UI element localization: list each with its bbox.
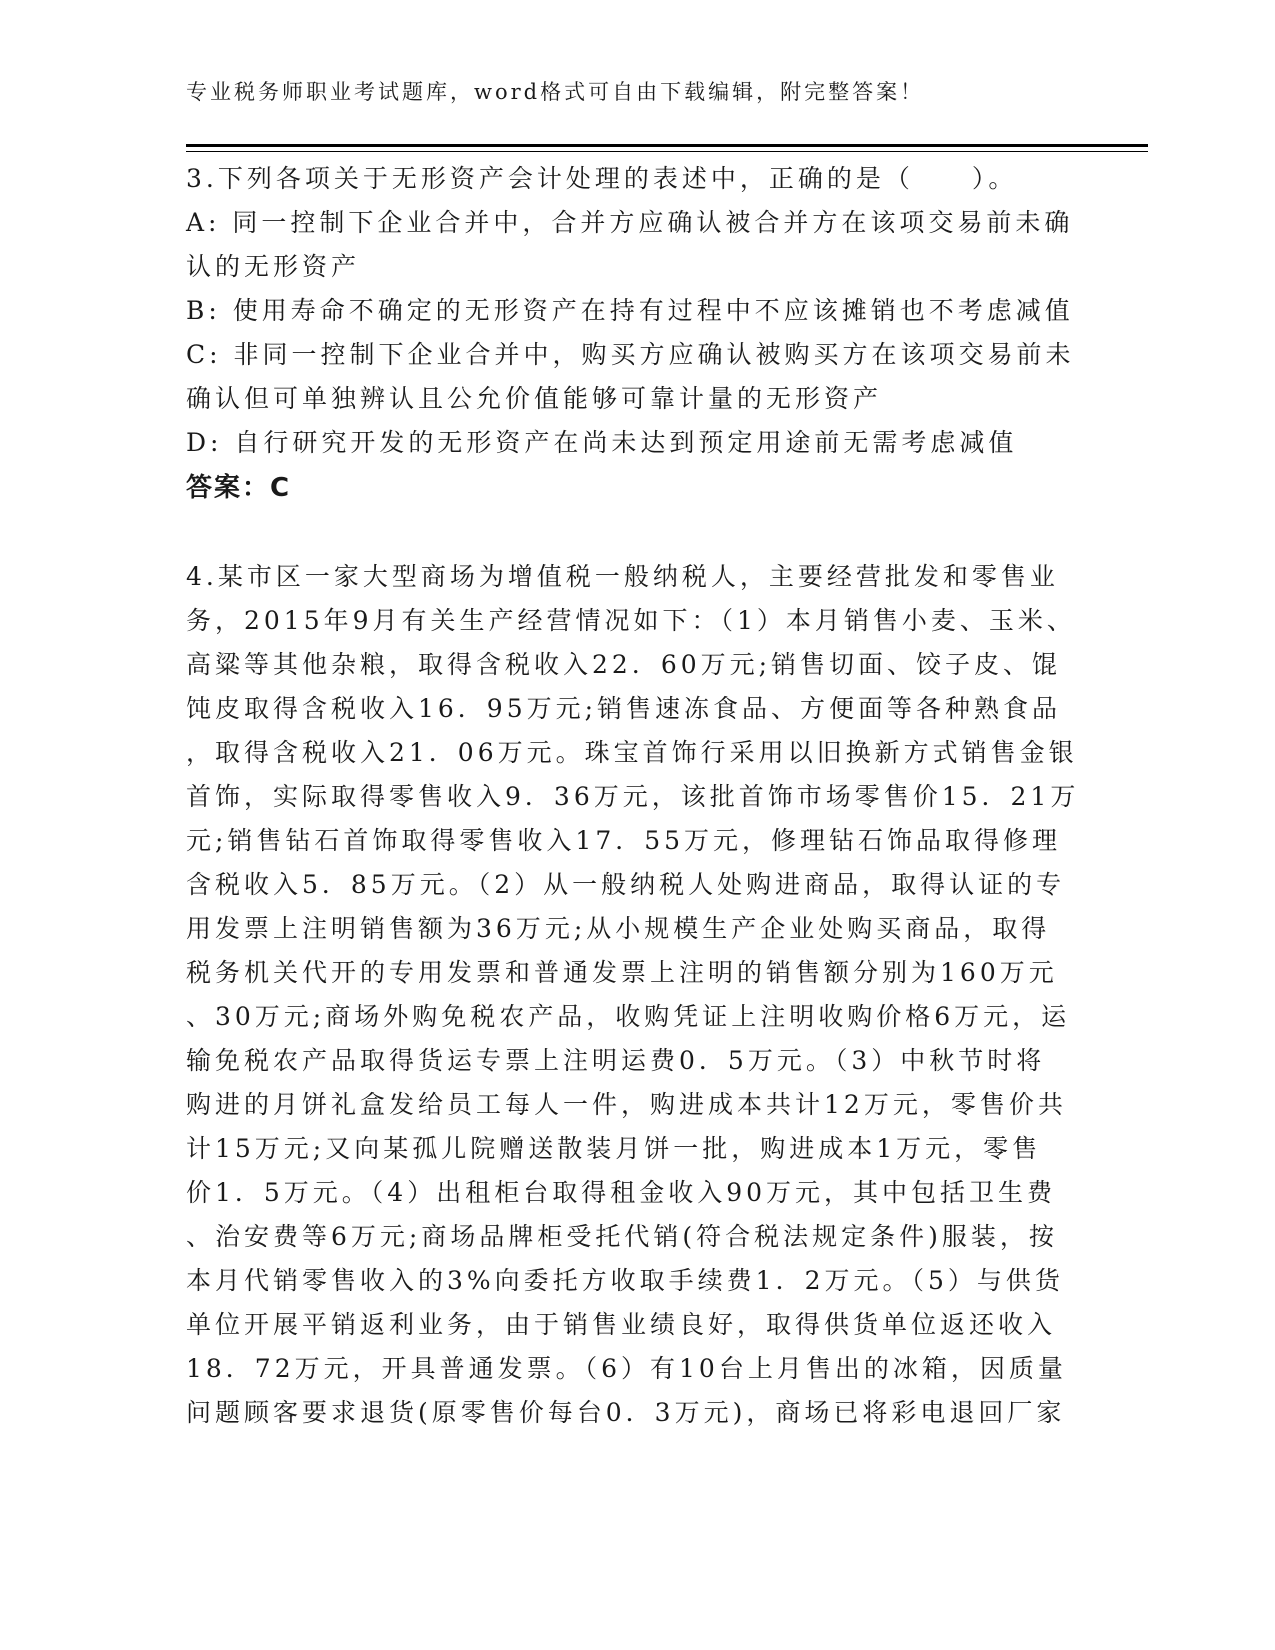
question-4-line: ，取得含税收入21．06万元。珠宝首饰行采用以旧换新方式销售金银 bbox=[186, 738, 1078, 767]
question-4 bbox=[186, 555, 1086, 1435]
question-4-line: 4.某市区一家大型商场为增值税一般纳税人，主要经营批发和零售业 bbox=[186, 562, 1059, 591]
question-4-line: 饨皮取得含税收入16．95万元;销售速冻食品、方便面等各种熟食品 bbox=[186, 694, 1062, 723]
header-rule-thin bbox=[186, 151, 1148, 152]
question-4-line: 、30万元;商场外购免税农产品，收购凭证上注明收购价格6万元，运 bbox=[186, 1002, 1071, 1031]
question-4-line: 、治安费等6万元;商场品牌柜受托代销(符合税法规定条件)服装，按 bbox=[186, 1222, 1058, 1251]
question-4-line: 含税收入5．85万元。（2）从一般纳税人处购进商品，取得认证的专 bbox=[186, 870, 1066, 899]
question-4-line: 首饰，实际取得零售收入9．36万元，该批首饰市场零售价15．21万 bbox=[186, 782, 1080, 811]
question-3-option-a-cont: 认的无形资产 bbox=[186, 252, 361, 281]
question-4-line: 务，2015年9月有关生产经营情况如下：（1）本月销售小麦、玉米、 bbox=[186, 606, 1076, 635]
question-3 bbox=[186, 157, 1086, 511]
question-4-line: 单位开展平销返利业务，由于销售业绩良好，取得供货单位返还收入 bbox=[186, 1310, 1057, 1339]
document-body bbox=[186, 157, 1086, 1435]
question-4-line: 购进的月饼礼盒发给员工每人一件，购进成本共计12万元，零售价共 bbox=[186, 1090, 1067, 1119]
question-4-line: 税务机关代开的专用发票和普通发票上注明的销售额分别为160万元 bbox=[186, 958, 1058, 987]
question-4-line: 计15万元;又向某孤儿院赠送散装月饼一批，购进成本1万元，零售 bbox=[186, 1134, 1042, 1163]
question-4-line: 高粱等其他杂粮，取得含税收入22．60万元;销售切面、饺子皮、馄 bbox=[186, 650, 1062, 679]
question-4-line: 元;销售钻石首饰取得零售收入17．55万元，修理钻石饰品取得修理 bbox=[186, 826, 1062, 855]
question-4-line: 本月代销零售收入的3%向委托方收取手续费1．2万元。（5）与供货 bbox=[186, 1266, 1064, 1295]
question-4-line: 18．72万元，开具普通发票。（6）有10台上月售出的冰箱，因质量 bbox=[186, 1354, 1067, 1383]
question-3-option-d: D: 自行研究开发的无形资产在尚未达到预定用途前无需考虑减值 bbox=[186, 428, 1018, 457]
header-text: 专业税务师职业考试题库，word格式可自由下载编辑，附完整答案！ bbox=[186, 80, 925, 104]
question-3-option-c: C: 非同一控制下企业合并中，购买方应确认被购买方在该项交易前未 bbox=[186, 340, 1075, 369]
question-3-stem: 3.下列各项关于无形资产会计处理的表述中，正确的是（ ）。 bbox=[186, 164, 1018, 193]
question-3-option-c-cont: 确认但可单独辨认且公允价值能够可靠计量的无形资产 bbox=[186, 384, 883, 413]
question-4-line: 价1．5万元。（4）出租柜台取得租金收入90万元，其中包括卫生费 bbox=[186, 1178, 1057, 1207]
question-4-line: 用发票上注明销售额为36万元;从小规模生产企业处购买商品，取得 bbox=[186, 914, 1051, 943]
question-4-line: 问题顾客要求退货(原零售价每台0．3万元)，商场已将彩电退回厂家 bbox=[186, 1398, 1066, 1427]
question-4-line: 输免税农产品取得货运专票上注明运费0．5万元。（3）中秋节时将 bbox=[186, 1046, 1046, 1075]
question-3-answer: 答案：C bbox=[186, 473, 292, 503]
question-3-option-a: A: 同一控制下企业合并中，合并方应确认被合并方在该项交易前未确 bbox=[186, 208, 1074, 237]
question-3-option-b: B: 使用寿命不确定的无形资产在持有过程中不应该摊销也不考虑减值 bbox=[186, 296, 1074, 325]
header-rule-thick bbox=[186, 144, 1148, 147]
